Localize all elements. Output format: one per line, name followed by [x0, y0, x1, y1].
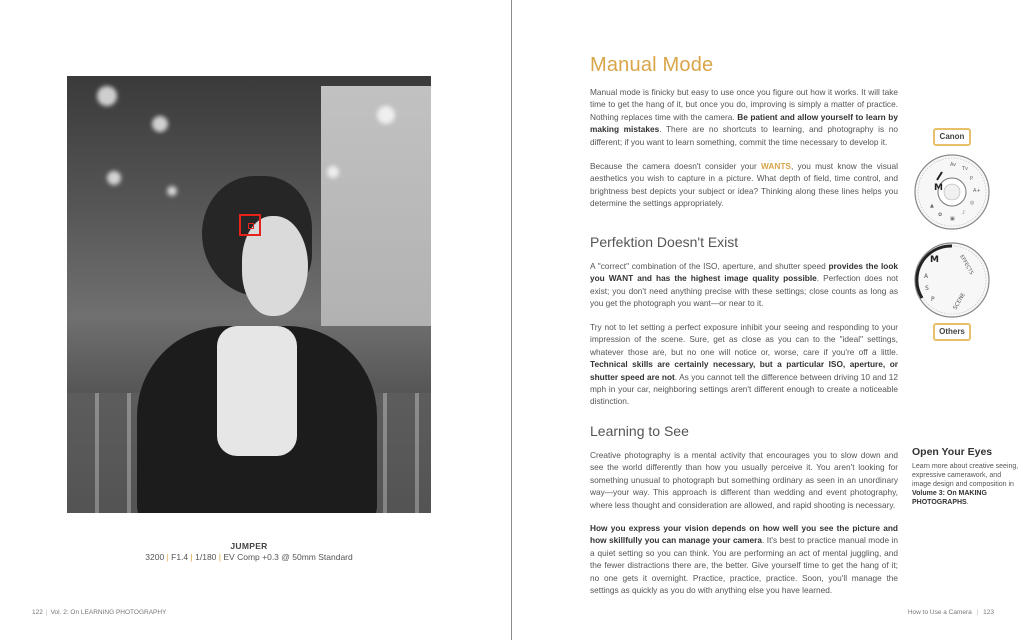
paragraph-text: , you must know the visual aesthetics you wish to capture in a picture. What depth of field, time control, and brightness best depicts your subject or idea? Thinking along these lines helps you determine the settings appropriately.: [590, 161, 898, 209]
focus-point-indicator: [239, 214, 261, 236]
photo-jumper: [67, 76, 431, 513]
paragraph: [590, 321, 898, 408]
subheading-perfektion: Perfektion Doesn't Exist: [590, 234, 739, 250]
paragraph: [590, 260, 898, 310]
photo-bokeh-light: [152, 116, 168, 132]
caption-separator: |: [218, 552, 222, 562]
paragraph-emphasis: How you express your vision depends on how well you see the picture and how skillfully you can manage your camera: [590, 523, 898, 546]
caption-iso: 3200: [145, 552, 165, 562]
folio-separator: |: [45, 609, 48, 616]
page-number-right: 123: [983, 609, 994, 616]
focus-point-center: [248, 223, 254, 229]
others-dial-mode-letter: A: [924, 273, 929, 280]
running-head-right: How to Use a Camera: [907, 609, 972, 616]
left-page: [0, 0, 511, 640]
sidebar-title: Open Your Eyes: [912, 446, 993, 458]
photo-bokeh-light: [107, 171, 121, 185]
photo-window-light: [321, 86, 431, 326]
page-number-left: 122: [32, 609, 43, 616]
paragraph-text: . There are no shortcuts to learning, and photography is no different; if you want to learn something, commit the time necessary to develop it.: [590, 124, 899, 147]
canon-mode-dial-icon: [912, 152, 992, 232]
photo-bokeh-light: [167, 186, 177, 196]
svg-text:▲: ▲: [930, 203, 934, 209]
paragraph: [590, 160, 898, 210]
photo-shirt: [217, 326, 297, 456]
canon-dial-mode-letter: M: [934, 183, 943, 193]
others-dial-mode-letter: S: [925, 285, 929, 292]
others-dial-effects-text: EFFECTS: [958, 254, 975, 276]
photo-caption-settings: [67, 552, 431, 562]
svg-text:P: P: [970, 176, 974, 182]
others-dial-scene-text: SCENE: [952, 292, 967, 311]
caption-aperture: F1.4: [171, 552, 189, 562]
sidebar-text-part: .: [966, 499, 969, 506]
paragraph-text: Manual mode is finicky but easy to use once you figure out how it works. It will take time to get the hang of it, but once you do, improving is simply a matter of practice. Nothing replaces time with the camera.: [590, 87, 898, 122]
svg-text:✿: ✿: [938, 212, 943, 218]
paragraph-emphasis: Technical skills are certainly necessary, but a particular ISO, aperture, or shutter speed are not: [590, 359, 898, 382]
folio-right: [908, 609, 994, 616]
sidebar-volume-reference: Volume 3: On MAKING PHOTOGRAPHS: [912, 490, 987, 506]
svg-text:♪: ♪: [962, 210, 966, 216]
folio-left: [32, 609, 166, 616]
paragraph: [590, 449, 898, 511]
svg-text:Tv: Tv: [962, 166, 969, 172]
others-dial-mode-letter: M: [930, 255, 939, 265]
canon-label: Canon: [933, 128, 971, 146]
paragraph-text: . Perfection does not exist; you don't need anything precise with these settings; close counts as long as you get the photograph you want—or near to it.: [590, 273, 898, 309]
others-mode-dial-icon: [912, 240, 992, 320]
sidebar-text: [912, 462, 1022, 507]
others-dial-mode-letter: P: [931, 296, 935, 303]
running-head-left: Vol. 2: On LEARNING PHOTOGRAPHY: [50, 609, 167, 616]
caption-ev-lens: EV Comp +0.3 @ 50mm Standard: [223, 552, 353, 562]
photo-caption-title: JUMPER: [230, 541, 268, 551]
svg-text:A+: A+: [973, 188, 981, 194]
svg-text:▣: ▣: [950, 216, 955, 222]
paragraph-text: A "correct" combination of the ISO, aperture, and shutter speed: [590, 261, 829, 271]
paragraph-text: Creative photography is a mental activity that encourages you to slow down and see the world differently than how you usually perceive it. You aren't looking for something unusual to photograph but something ordinary as seen in an unordinary way—your way. This approach is different than wedding and event photography, where less thought and consideration are allowed, and rapid shooting is necessary.: [590, 450, 898, 510]
paragraph-emphasis: provides the look you WANT and has the highest image quality possible: [590, 261, 898, 284]
section-title: Manual Mode: [590, 54, 714, 76]
svg-text:Av: Av: [950, 162, 957, 168]
photo-bokeh-light: [97, 86, 117, 106]
right-page: [512, 0, 1024, 640]
sidebar-text-part: Learn more about creative seeing, expressive camerawork, and image design and composition in: [912, 463, 1019, 488]
paragraph-emphasis: Be patient and allow yourself to learn by making mistakes: [590, 111, 898, 135]
paragraph: [590, 522, 898, 596]
photo-bokeh-light: [377, 106, 395, 124]
paragraph-text: Because the camera doesn't consider your: [590, 161, 761, 171]
caption-shutter: 1/180: [195, 552, 217, 562]
paragraph-text: . As you cannot tell the difference between driving 10 and 12 mph in your car, neighboring settings aren't different enough to create a noticeable distinction.: [590, 371, 898, 407]
paragraph-text: Try not to let setting a perfect exposure inhibit your seeing and responding to your impression of the scene. Sure, get as close as you can to the "ideal" settings, whatever those are, but no one will notice or, worse, care if you're off a little.: [590, 322, 898, 357]
folio-separator: |: [976, 609, 979, 616]
svg-text:◎: ◎: [970, 200, 975, 206]
subheading-learning: Learning to See: [590, 423, 689, 439]
caption-separator: |: [166, 552, 169, 562]
caption-separator: |: [190, 552, 193, 562]
paragraph-text: . It's best to practice manual mode in a quiet setting so you can think. You are performing an act of mental juggling, and the fewer distractions there are, the better. Give yourself time to get the hang of it; no one gets it overnight. Practice, practice, practice. Soon, you'll manage the settings as quickly as you do with anything else you have learned.: [590, 535, 898, 596]
others-label: Others: [933, 323, 971, 341]
paragraph-highlight: WANTS: [760, 161, 791, 171]
paragraph: [590, 86, 898, 148]
photo-bokeh-light: [327, 166, 339, 178]
